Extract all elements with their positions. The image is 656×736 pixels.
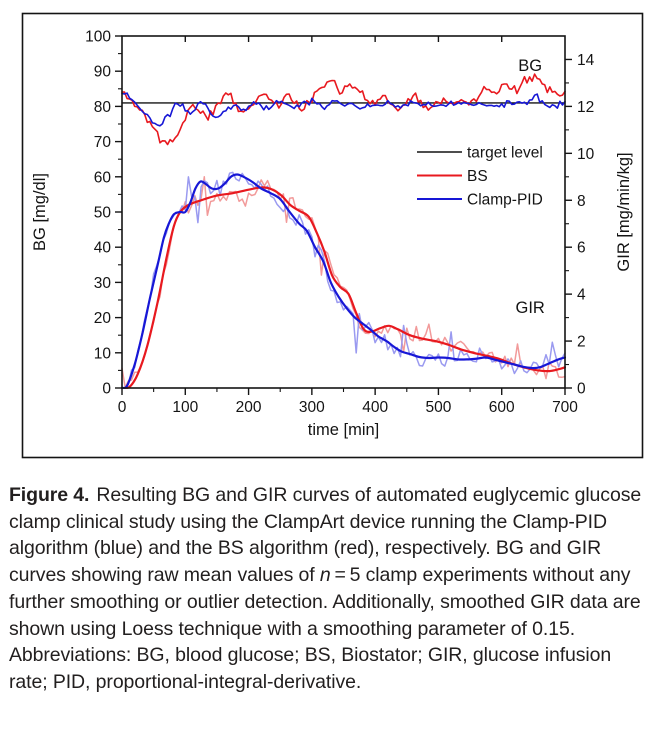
svg-text:100: 100 (85, 28, 111, 46)
figure-caption (9, 482, 647, 696)
svg-text:0: 0 (102, 380, 111, 398)
svg-text:200: 200 (235, 399, 262, 416)
svg-text:90: 90 (93, 63, 111, 81)
svg-text:10: 10 (93, 345, 111, 363)
svg-text:700: 700 (552, 399, 578, 416)
svg-text:0: 0 (117, 399, 127, 416)
legend-label-target-level: target level (467, 144, 543, 162)
legend-label-clamp-pid: Clamp-PID (467, 191, 543, 209)
svg-text:20: 20 (93, 310, 111, 328)
figure-caption-text (9, 484, 641, 693)
svg-text:14: 14 (577, 51, 595, 69)
svg-text:70: 70 (93, 134, 111, 152)
svg-text:0: 0 (577, 380, 586, 398)
svg-text:600: 600 (488, 399, 515, 416)
svg-text:10: 10 (577, 145, 595, 163)
caption-italic-n: n (319, 564, 331, 587)
caption-segment: Resulting BG and GIR curves of automated euglycemic glucose clamp clinical study using the ClampArt device running the Clamp-PID algorithm (blue) and the BS algorithm (red), respectively. BG and GIR curves showing raw mean values of (9, 484, 642, 587)
svg-text:400: 400 (362, 399, 389, 416)
svg-text:60: 60 (93, 169, 111, 187)
svg-text:100: 100 (172, 399, 199, 416)
svg-text:BG [mg/dl]: BG [mg/dl] (31, 173, 49, 251)
svg-text:40: 40 (93, 239, 111, 257)
caption-segment: = 5 clamp experiments without any further smoothing or outlier detection. Additionally, smoothed GIR data are shown using Loess technique with a smoothing parameter of 0.15. Abbreviations: BG, blood glucose; BS, Biostator; GIR, glucose infusion rate; PID, proportional-integral-derivative. (9, 564, 641, 693)
legend-label-bs: BS (467, 168, 488, 185)
svg-text:50: 50 (93, 204, 111, 222)
svg-text:6: 6 (577, 239, 586, 257)
figure-caption-label: Figure 4. (9, 484, 90, 506)
svg-text:30: 30 (93, 274, 111, 292)
annotation-gir: GIR (515, 299, 545, 318)
svg-text:80: 80 (93, 98, 111, 116)
svg-text:2: 2 (577, 333, 586, 351)
svg-text:GIR [mg/min/kg]: GIR [mg/min/kg] (615, 152, 633, 272)
svg-text:4: 4 (577, 286, 586, 304)
svg-text:8: 8 (577, 192, 586, 210)
svg-text:300: 300 (298, 399, 325, 416)
annotation-bg: BG (518, 56, 543, 75)
svg-text:time [min]: time [min] (307, 421, 380, 439)
svg-text:500: 500 (425, 399, 452, 416)
svg-text:12: 12 (577, 98, 595, 116)
